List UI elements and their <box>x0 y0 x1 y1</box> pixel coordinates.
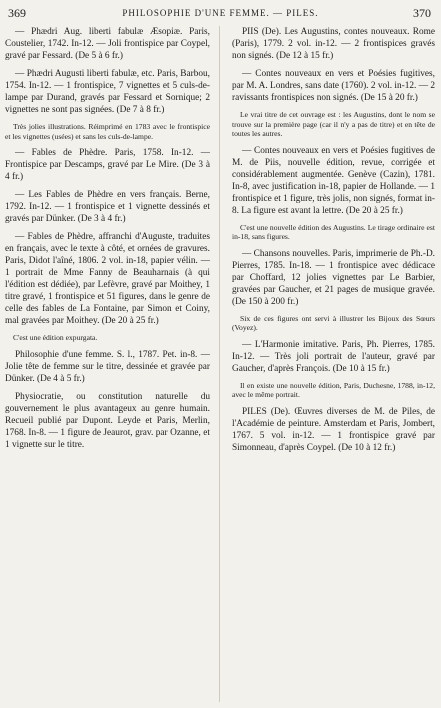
catalog-entry: — Contes nouveaux en vers et Poésies fugitives, par M. A. Londres, sans date (1760). 2 vol. in-12. — 2 ravissants frontispices non signés. (De 15 à 20 fr.) <box>232 69 435 103</box>
catalog-entry: — Fables de Phèdre, affranchi d'Auguste, traduites en français, avec le texte à côté, et ornées de gravures. Paris, Didot l'aîné, 1806. 2 vol. in-18, papier vélin. — 1 portrait de Mme Fanny de Beauharnais (à qui l'édition est dédiée), par Lefèvre, gravé par Moithey, 1 titre gravé, 1 frontispice et 51 figures, dans le genre de celle des fables de La Fontaine, par Simon et Coiny, mal gravées par Moithey. (De 20 à 25 fr.) <box>5 232 210 326</box>
catalog-entry: — Chansons nouvelles. Paris, imprimerie de Ph.-D. Pierres, 1785. In-18. — 1 frontispice avec dédicace par Choffard, 12 jolies vignettes par Le Barbier, gravées par Gaucher, et 21 pages de musique gravée. (De 150 à 200 fr.) <box>232 248 435 307</box>
catalog-entry: — L'Harmonie imitative. Paris, Ph. Pierres, 1785. In-12. — Très joli portrait de l'auteur, gravé par Gaucher, d'après François. (De 10 à 15 fr.) <box>232 339 435 374</box>
note-paragraph: Six de ces figures ont servi à illustrer les Bijoux des Sœurs (Voyez). <box>232 313 435 332</box>
page-number-right: 370 <box>413 6 431 20</box>
left-column <box>5 26 210 706</box>
page-header <box>0 0 441 22</box>
right-column <box>232 26 435 706</box>
page-number-left: 369 <box>8 6 26 20</box>
note-paragraph: Le vrai titre de cet ouvrage est : les Augustins, dont le nom se trouve sur la première page (car il n'y a pas de titre) et en tête de toutes les autres. <box>232 110 435 138</box>
catalog-entry: Philosophie d'une femme. S. l., 1787. Pet. in-8. — Jolie tête de femme sur le titre, dessinée et gravée par Dünker. (De 4 à 5 fr.) <box>5 349 210 384</box>
catalog-entry: — Fables de Phèdre. Paris, 1758. In-12. — Frontispice par Descamps, gravé par Le Mire. (De 3 à 4 fr.) <box>5 148 210 182</box>
note-paragraph: C'est une édition expurgata. <box>13 333 98 342</box>
running-title: PHILOSOPHIE D'UNE FEMME. — PILES. <box>122 8 319 18</box>
catalog-entry: — Phædri Augusti liberti fabulæ, etc. Paris, Barbou, 1754. In-12. — 1 frontispice, 7 vignettes et 5 culs-de-lampe par Durand, gravés par Fessard et Sornique; 2 vignettes ne sont pas signées. (De 7 à 8 fr.) <box>5 69 210 115</box>
note-paragraph: Très jolies illustrations. Réimprimé en 1783 avec le frontispice et les vignettes (usées) et sans les culs-de-lampe. <box>5 122 210 141</box>
column-divider <box>219 26 220 702</box>
catalog-entry: PIIS (De). Les Augustins, contes nouveaux. Rome (Paris), 1779. 2 vol. in-12. — 2 frontispices gravés non signés. (De 12 à 15 fr.) <box>232 27 435 61</box>
catalog-entry: — Les Fables de Phèdre en vers français. Berne, 1792. In-12. — 1 frontispice et 1 vignette dessinés et gravés par Dünker. (De 3 à 4 fr.) <box>5 190 210 224</box>
catalog-entry: — Contes nouveaux en vers et Poésies fugitives de M. de Piis, nouvelle édition, revue, corrigée et considérablement augmentée. Genève (Cazin), 1781. In-8, avec justification in-18, papier de Hollande. — 1 frontispice et 1 figure, très jolis, non signés, format in-8. La figure est avant la lettre. (De 20 à 25 fr.) <box>232 145 435 216</box>
catalog-entry: — Phædri Aug. liberti fabulæ Æsopiæ. Paris, Coustelier, 1742. In-12. — Joli frontispice par Coypel, gravé par Fessard. (De 5 à 6 fr.) <box>5 27 210 61</box>
note-paragraph: Il en existe une nouvelle édition, Paris, Duchesne, 1788, in-12, avec le même portrait. <box>232 380 435 399</box>
note-paragraph: C'est une nouvelle édition des Augustins. Le tirage ordinaire est in-18, sans figures. <box>232 222 435 241</box>
catalog-entry: PILES (De). Œuvres diverses de M. de Piles, de l'Académie de peinture. Amsterdam et Paris, Jombert, 1767. 5 vol. in-12. — 1 frontispice gravé par Simonneau, d'après Coypel. (De 10 à 12 fr.) <box>232 406 435 453</box>
catalog-entry: Physiocratie, ou constitution naturelle du gouvernement le plus avantageux au genre humain. Recueil publié par Dupont. Leyde et Paris, Merlin, 1768. In-8. — 1 figure de Jeaurot, grav. par Ozanne, et 1 vignette sur le titre. <box>5 391 210 450</box>
